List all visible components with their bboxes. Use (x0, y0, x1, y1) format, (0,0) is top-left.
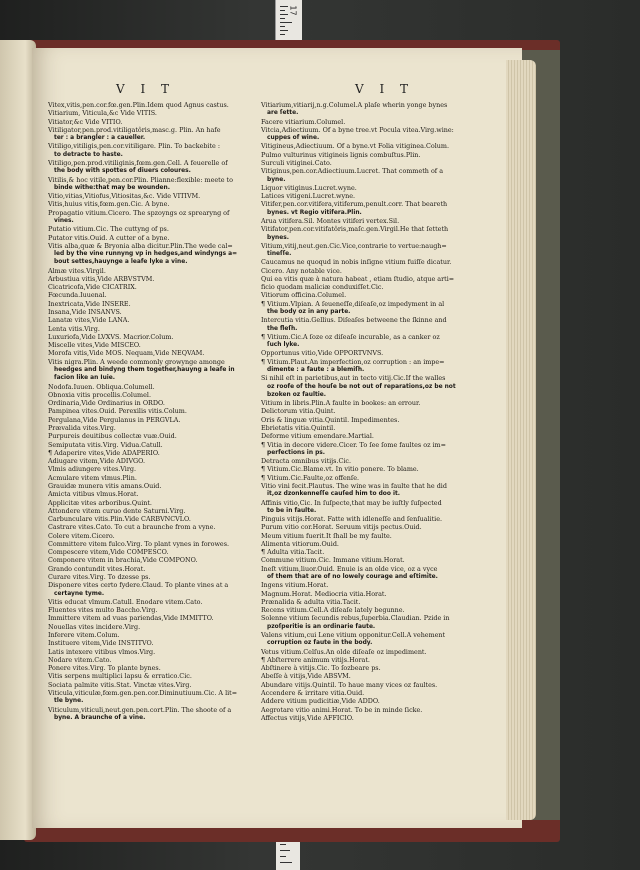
text-line: Purpureis deuitibus collectæ vuæ.Ouid. (48, 432, 177, 441)
text-line: Vitis educat vlmum.Catull. Enodare vitem.Cato. (48, 597, 203, 606)
text-line: ¶ Adaperire vites,Vide ADAPERIO. (48, 448, 160, 457)
ruler-number: 17 (288, 5, 298, 16)
text-line: Miscelle vites,Vide MISCEO. (48, 341, 141, 350)
text-line: Inextricata,Vide INSERE. (48, 299, 131, 308)
text-line: Accendere & irritare vitia.Ouid. (261, 688, 365, 697)
text-line: Affinis vitio,Cic. In ſuſpecte,that may be iuſtly ſuſpected (261, 498, 442, 507)
page-fore-edge (506, 60, 536, 820)
text-line: Pinguis vitijs.Horat. Fatte with idleneſſe and ſenſualitie. (261, 515, 443, 524)
text-line: Obnoxia vitis procellis.Columel. (48, 390, 151, 399)
text-line: Semiputata vitis.Virg. Vidua.Catull. (48, 440, 163, 449)
text-line: Disponere vites certo fydere.Claud. To plante vines at a (48, 581, 229, 590)
text-line: Surculi vitiginei.Cato. (261, 158, 332, 167)
text-line: Vitium,vitij,neut.gen.Cic.Vice,contrarie to vertue:naugh= (261, 241, 447, 250)
text-line: Almæ vites.Virgil. (48, 266, 106, 275)
text-line: Vitis serpens multiplici lapsu & erratico.Cic. (48, 672, 192, 681)
text-line: pzoſperitie is an ordinarie faute. (267, 623, 376, 630)
text-line: Magnum.Horat. Mediocria vitia.Horat. (261, 589, 387, 598)
text-line: ¶ Vitium.Vlpian. A ſeueneſſe,diſeaſe,oz impedyment in al (261, 299, 445, 308)
text-line: Solenne vitium ſecundis rebus,ſuperbia.Claudian. Pzide in (261, 614, 450, 623)
text-line: Castrare vites.Cato. To cut a braunche from a vyne. (48, 523, 216, 532)
text-line: Vitio vini fecit.Plautus. The wine was in faulte that he did (261, 481, 447, 490)
text-line: Vitiginus,pen.cor.Adiectiuum.Lucret. That commeth of a (261, 167, 444, 176)
text-line: Cicatricofa,Vide CICATRIX. (48, 283, 137, 292)
text-line: Nouellas vites incidere.Virg. (48, 622, 141, 631)
text-line: Ingens vitium.Horat. (261, 581, 329, 590)
text-line: to detracte to haste. (54, 151, 123, 158)
text-line: Qui ea vitis quæ à natura habeat , etiam ſtudio, atque arti= (261, 274, 455, 283)
text-line: Pulmo vulturinus vitigineis lignis combuſtus.Plin. (261, 150, 421, 159)
text-line: Facere vitiarium.Columel. (261, 117, 346, 126)
text-line: Vitiligo,pen.prod.vitiliginis,fœm.gen.Cell. A feuerelle of (48, 158, 228, 167)
text-line: dimente : a faute : a blemiſh. (267, 367, 365, 373)
text-line: ¶ Adulta vitia.Tacit. (261, 548, 325, 557)
text-line: Vitium in libris.Plin.A faulte in bookes: an errour. (261, 399, 421, 408)
text-line: Colere vitem.Cicero. (48, 531, 115, 540)
text-line: vines. (54, 217, 74, 224)
text-line: Vitifator,pen.cor.vitifatôris,maſc.gen.Virgil.He that ſetteth (261, 225, 449, 234)
text-line: Putator vitis.Ouid. A cutter of a byne. (48, 233, 170, 242)
text-line: Vitis,huius vitis,fœm.gen.Cic. A byne. (48, 200, 170, 209)
text-line: bzoken oz faultie. (267, 391, 327, 398)
text-line: Vitis alba,quæ & Bryonia alba dicitur.Plin.The wede cal= (48, 241, 233, 250)
text-line: Addere vitium pudicitiæ,Vide ADDO. (261, 697, 380, 706)
text-line: Vitio,vitias,Vitiofus,Vitiositas,&c. Vide VITIVM. (48, 192, 201, 201)
text-line: Carbunculare vitis.Plin.Vide CARBVNCVLO. (48, 515, 191, 524)
running-header-right: V I T (355, 82, 415, 96)
text-line: tle byne. (54, 698, 84, 705)
text-line: bynes. (267, 234, 289, 241)
text-line: Vitilis,& hoc vitile,pen.cor.Plin. Plianne:flexible: meete to (48, 175, 233, 184)
text-line: Propagatio vitium.Cicero. The spzoyngs oz sprearyng of (48, 208, 230, 217)
text-line: led by the vine runnyng vp in hedges,and windyngs a= (54, 251, 238, 258)
text-line: Vitiarium,vitiarij,n.g.Columel.A plaſe wherin yonge bynes (261, 101, 448, 109)
text-line: Deforme vitium emendare.Martial. (261, 432, 374, 441)
scale-ruler-top (275, 0, 302, 40)
text-line: Pergulana,Vide Pergulanus in PERGVLA. (48, 415, 181, 424)
text-line: Curare vites.Virg. To dzesse ps. (48, 573, 151, 582)
text-line: Vitigineus,Adiectiuum. Of a byne.vt Folia vitiginea.Colum. (261, 142, 450, 151)
text-line: Recens vitium.Cell.A diſeaſe lately begunne. (261, 606, 405, 615)
text-line: it,oz dzonkenneſſe cauſed him to doo it. (267, 491, 401, 498)
text-line: Vitiorum officina.Columel. (261, 291, 347, 300)
text-line: are ſette. (267, 110, 299, 117)
text-line: Sociata palmite vitis.Stat. Vinctæ vites.Virg. (48, 680, 192, 689)
running-header-left: V I T (116, 82, 176, 96)
text-line: ¶ Vitia in decore videre.Cicer. To ſee ſome faultes oz im= (261, 440, 446, 449)
text-line: Instituere vitem,Vide INSTITVO. (48, 639, 154, 648)
text-line: Vetus vitium.Celſus.An olde diſeaſe oz impediment. (261, 647, 427, 656)
text-line: Attondere vitem curuo dente Saturni.Virg. (48, 506, 186, 515)
text-line: Latices vitigeni.Lucret.wyne. (261, 192, 356, 201)
text-line: Vitex,vitis,pen.cor.fœ.gen.Plin.Idem quod Agnus castus. (48, 101, 229, 109)
text-line: Opportunus vitio,Vide OPPORTVNVS. (261, 349, 384, 358)
text-line: Meum vitium fuerit.It ſhall be my faulte. (261, 531, 392, 540)
text-line: Liquor vitiginus.Lucret.wyne. (261, 183, 357, 192)
text-line: Acmulare vitem vlmus.Plin. (48, 473, 137, 482)
text-line: Cicero. Any notable vice. (261, 266, 342, 275)
text-line: Oris & linguæ vitia.Quintil. Impedimentes. (261, 415, 400, 424)
text-line: Pampinea vites.Ouid. Perexilis vitis.Colum. (48, 407, 187, 416)
text-line: Nodofa.Iuuen. Obliqua.Columell. (48, 382, 155, 391)
text-line: Alimenta vitiorum.Ouid. (261, 539, 339, 548)
text-line: Vlmis adiungere vites.Virg. (48, 465, 137, 474)
text-line: ¶ Vitium.Cic.Blame.vt. In vitio ponere. To blame. (261, 465, 419, 474)
text-line: oz roofe of the houſe be not out of reparations,oz be not (267, 383, 456, 390)
text-line: to be in faulte. (267, 507, 317, 514)
text-line: Vitiligo,vitiligis,pen.cor.vitiligare. Plin. To backebite : (48, 142, 221, 151)
text-line: Insana,Vide INSANVS. (48, 308, 122, 317)
text-line: Vitcia,Adiectiuum. Of a byne tree.vt Pocula vitea.Virg.wine: (261, 125, 454, 134)
text-line: Morofa vitis,Vide MOS. Nequam,Vide NEQVAM. (48, 349, 205, 358)
text-line: ¶ Vitium.Plaut.An imperfection,oz corruption : an impe= (261, 357, 445, 366)
text-line: bout settes,hauynge a leafe lyke a vine. (54, 259, 188, 266)
text-line: heedges and bindyng them together,hauyng a leafe in (54, 367, 235, 373)
right-column (261, 101, 486, 722)
text-line: Arua vitifera.Sil. Montes vitiferi vertex.Sil. (261, 216, 400, 225)
text-line: ¶ Abſterrere animum vitijs.Horat. (261, 655, 370, 664)
text-line: Latis intexere vitibus vlmos.Virg. (48, 647, 156, 656)
text-line: Caucamus ne quoqud in nobis inſigne vitium fuiſſe dicatur. (261, 258, 452, 267)
text-line: Affectus vitijs,Vide AFFICIO. (261, 713, 354, 722)
text-line: Detracta omnibus vitijs.Cic. (261, 457, 352, 466)
text-line: tineſſe. (267, 251, 292, 258)
text-line: Lenta vitis.Virg. (48, 324, 100, 333)
text-line: Commune vitium.Cic. Immane vitium.Horat. (261, 556, 405, 565)
text-line: Vitiarium, Viticula,&c Vide VITIS. (48, 109, 157, 118)
text-line: ¶ Vitium.Cic.Faulte,oz offenſe. (261, 473, 360, 482)
text-line: Prænalida & adulta vitia.Tacit. (261, 597, 361, 606)
text-line: ¶ Vitium.Cic.A ſoze oz diſeaſe incurable, as a canker oz (261, 332, 440, 341)
text-line: Grando contundit vites.Horat. (48, 564, 146, 573)
text-line: binde withe:that may be wounden. (54, 184, 170, 191)
text-line: Viticulum,viticuli,neut.gen.pen.cort.Plin. The shoote of a (48, 705, 232, 714)
text-line: Viticula,viticulæ,fœm.gen.pen.cor.Diminutiuum.Cic. A lit= (48, 688, 238, 697)
text-line: Arbustiua vitis,Vide ARBVSTVM. (48, 274, 155, 283)
text-line: the body with spottes of diuers coloures. (54, 168, 191, 175)
text-line: Vitiator,&c Vide VITIO. (48, 117, 123, 126)
text-line: of them that are of no lowely courage and eſtimite. (267, 574, 438, 581)
text-line: Fluentes vites multo Baccho.Virg. (48, 606, 158, 615)
text-line: Compescere vitem,Vide COMPESCO. (48, 548, 169, 557)
text-line: Amicta vitibus vlmus.Horat. (48, 490, 139, 499)
text-line: bynes. vt Regio vitifera.Plin. (267, 209, 362, 216)
text-line: Putatio vitium.Cic. The cuttyng of ps. (48, 225, 169, 234)
text-line: Vitiligator,pen.prod.vitiligatôris,masc.g. Plin. An hafe (48, 125, 221, 134)
text-line: certayne tyme. (54, 590, 105, 597)
text-line: the body oz in any parte. (267, 309, 351, 316)
text-line: Abeſſe à vitijs,Vide ABSVM. (261, 672, 351, 681)
text-line: Adiugare vitem,Vide ADIVGO. (48, 457, 146, 466)
text-line: the fleſh. (267, 325, 298, 332)
text-line: Committere vitem fulco.Virg. To plant vynes in forowes. (48, 539, 230, 548)
text-line: Componere vitem in brachia,Vide COMPONO. (48, 556, 198, 565)
text-line: Lanatæ vites,Vide LANA. (48, 316, 130, 325)
text-line: Ebrietatis vitia.Quintil. (261, 423, 336, 432)
text-line: corruption oz faute in the body. (267, 640, 373, 647)
text-line: Luxuriofa,Vide LVXVS. Macrior.Colum. (48, 332, 174, 341)
text-line: Nodare vitem.Cato. (48, 655, 112, 664)
text-line: ter : a brangler : a caueller. (54, 135, 146, 142)
text-line: Inferere vitem.Colum. (48, 631, 120, 639)
text-line: Aegrotare vitio animi.Horat. To be in minde ſicke. (261, 705, 423, 714)
text-line: Intercutia vitia.Gellius. Diſeaſes betweene the ſkinne and (261, 316, 447, 325)
text-line: byne. (267, 176, 286, 183)
text-line: cuppes of wine. (267, 135, 320, 142)
text-line: Si nihil eſt in parietibus,aut in tecto vitij.Cic.If the walles (261, 374, 446, 383)
previous-page-edge (0, 40, 36, 840)
text-line: Vitifer,pen.cor.vitifera,vitiferum,penult.corr. That beareth (261, 200, 448, 209)
left-column (48, 101, 273, 722)
text-line: Applicitæ vites arboribus.Quint. (48, 498, 152, 507)
text-line: Abundare vitijs.Quintil. To haue many vices oz faultes. (261, 680, 438, 689)
text-line: Delictorum vitia.Quint. (261, 407, 336, 416)
text-line: byne. A braunche of a vine. (54, 714, 146, 721)
text-line: Grauidæ munera vitis amans.Ouid. (48, 481, 162, 490)
text-line: Ineſt vitium,liuor.Ouid. Enuie is an olde vice, oz a vyce (261, 564, 438, 573)
text-line: facion like an Iuie. (54, 375, 116, 382)
text-line: Abſtinere à vitijs.Cic. To ſozbeare ps. (261, 664, 381, 673)
text-line: perfections in ps. (267, 449, 326, 456)
text-line: Valens vitium,cui Lene vitium opponitur.Cell.A vehement (261, 631, 446, 639)
text-line: Purum vitio cor.Horat. Seruum vitijs pectus.Ouid. (261, 523, 422, 532)
text-line: Prævalida vites.Virg. (48, 423, 116, 432)
text-line: Vitis nigra.Plin. A weede commonly growynge amonge (48, 357, 225, 366)
text-line: ſuch lyke. (267, 342, 300, 349)
text-line: Immittere vitem ad vuas pariendas,Vide IMMITTO. (48, 614, 214, 623)
text-line: ficio quodam maliciæ conduxiſſet.Cic. (261, 283, 384, 292)
text-line: Ordinaria,Vide Ordinarius in ORDO. (48, 399, 165, 408)
text-line: Ponere vites.Virg. To plante bynes. (48, 664, 161, 673)
text-line: Fœcunda.Iuuenal. (48, 291, 107, 300)
